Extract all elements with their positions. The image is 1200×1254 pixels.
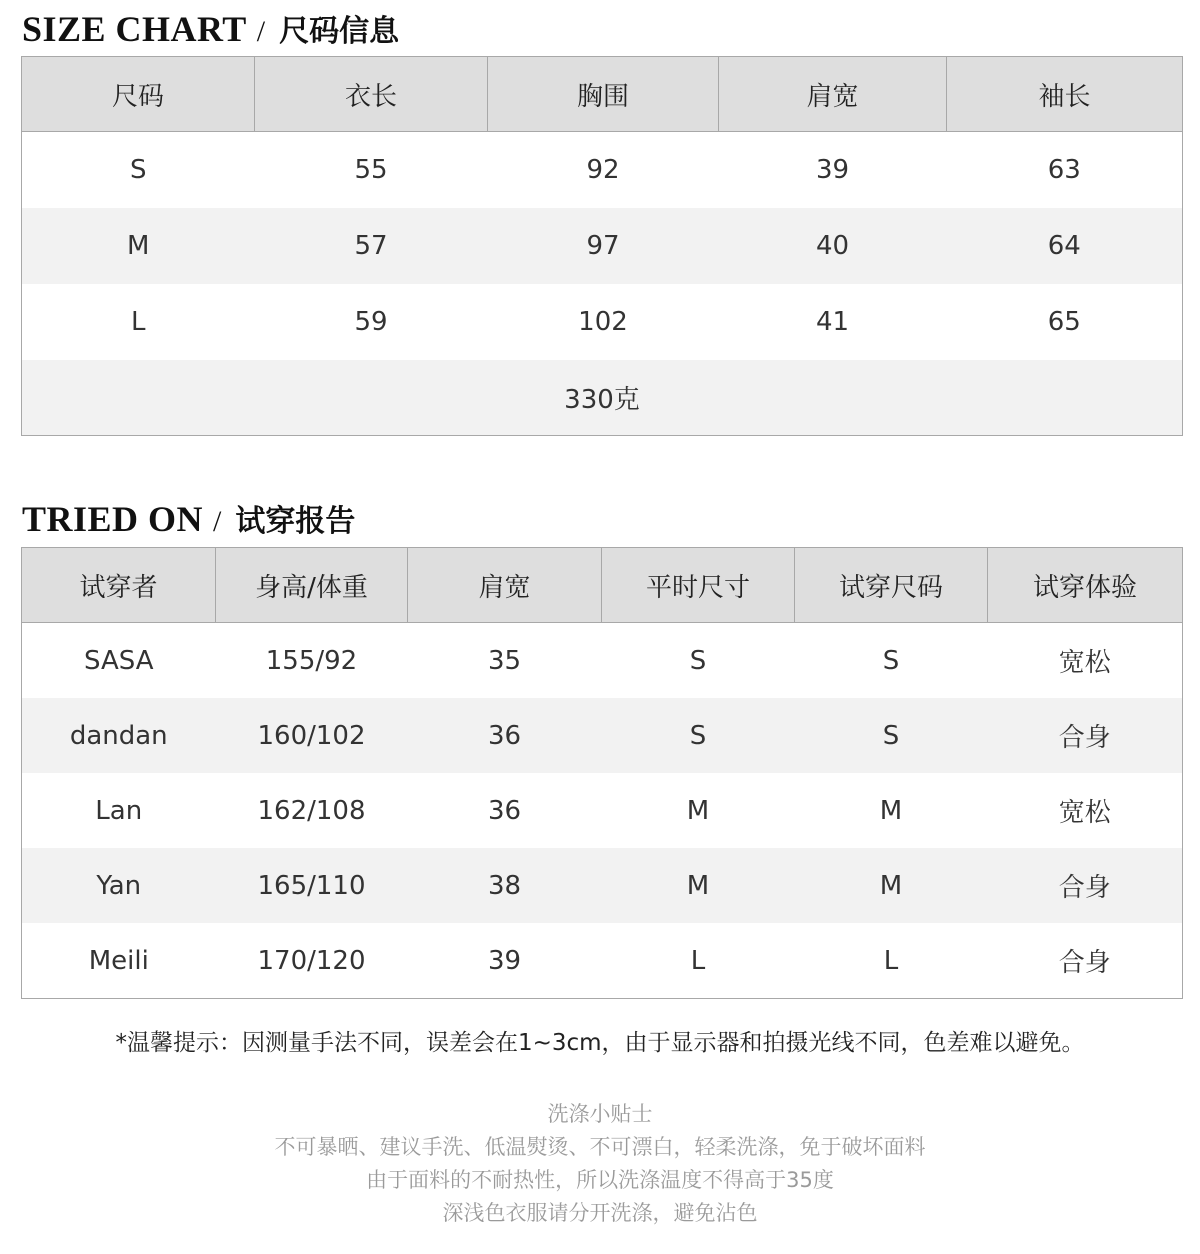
size-chart-table <box>21 56 1183 436</box>
tried-on-title-separator: / <box>213 505 222 538</box>
tried-size-cell: S <box>795 623 988 699</box>
measurement-tip: *温馨提示：因测量手法不同，误差会在1~3cm，由于显示器和拍摄光线不同，色差难以避免。 <box>115 1030 1085 1056</box>
bust-cell: 92 <box>488 132 719 209</box>
shoulder-cell: 35 <box>408 623 602 699</box>
height-weight-cell: 162/108 <box>216 773 408 848</box>
size-header-sleeve: 袖长 <box>947 57 1183 132</box>
shoulder-cell: 40 <box>719 208 947 284</box>
height-weight-cell: 170/120 <box>216 923 408 999</box>
bust-cell: 97 <box>488 208 719 284</box>
tried-size-cell: M <box>795 848 988 923</box>
tried-size-cell: L <box>795 923 988 999</box>
height-weight-cell: 165/110 <box>216 848 408 923</box>
length-cell: 59 <box>255 284 488 360</box>
washing-tip-line: 深浅色衣服请分开洗涤，避免沾色 <box>442 1201 758 1225</box>
tried-size-cell: M <box>795 773 988 848</box>
table-row <box>22 773 1183 848</box>
tried-on-title-en: TRIED ON <box>22 499 204 539</box>
tester-cell: dandan <box>22 698 216 773</box>
table-row <box>22 208 1183 284</box>
size-chart-title-separator: / <box>256 15 266 48</box>
washing-tips-title: 洗涤小贴士 <box>547 1102 653 1126</box>
tried-header-fit: 试穿体验 <box>988 548 1183 623</box>
usual-size-cell: M <box>602 848 795 923</box>
size-chart-title <box>22 6 399 50</box>
usual-size-cell: S <box>602 623 795 699</box>
usual-size-cell: M <box>602 773 795 848</box>
height-weight-cell: 160/102 <box>216 698 408 773</box>
tried-header-tester: 试穿者 <box>22 548 216 623</box>
length-cell: 55 <box>255 132 488 209</box>
sleeve-cell: 63 <box>947 132 1183 209</box>
shoulder-cell: 41 <box>719 284 947 360</box>
size-chart-title-zh: 尺码信息 <box>279 14 400 49</box>
size-header-shoulder: 肩宽 <box>719 57 947 132</box>
table-row <box>22 848 1183 923</box>
sleeve-cell: 64 <box>947 208 1183 284</box>
washing-tip-line: 由于面料的不耐热性，所以洗涤温度不得高于35度 <box>366 1168 834 1192</box>
tester-cell: Meili <box>22 923 216 999</box>
table-row <box>22 623 1183 699</box>
weight-row <box>22 360 1183 436</box>
size-chart-title-en: SIZE CHART <box>22 9 247 49</box>
tried-on-header-row <box>22 548 1183 623</box>
fit-cell: 合身 <box>988 698 1183 773</box>
fit-cell: 宽松 <box>988 773 1183 848</box>
length-cell: 57 <box>255 208 488 284</box>
size-cell: S <box>22 132 255 209</box>
size-header-size: 尺码 <box>22 57 255 132</box>
size-cell: M <box>22 208 255 284</box>
size-header-bust: 胸围 <box>488 57 719 132</box>
shoulder-cell: 36 <box>408 698 602 773</box>
washing-tip-line: 不可暴晒、建议手洗、低温熨烫、不可漂白，轻柔洗涤，免于破坏面料 <box>274 1135 926 1159</box>
tried-header-height-weight: 身高/体重 <box>216 548 408 623</box>
size-header-length: 衣长 <box>255 57 488 132</box>
washing-tips <box>0 1098 1200 1230</box>
tried-on-table <box>21 547 1183 999</box>
size-cell: L <box>22 284 255 360</box>
table-row <box>22 698 1183 773</box>
table-row <box>22 284 1183 360</box>
usual-size-cell: S <box>602 698 795 773</box>
tried-size-cell: S <box>795 698 988 773</box>
fit-cell: 宽松 <box>988 623 1183 699</box>
fit-cell: 合身 <box>988 923 1183 999</box>
fit-cell: 合身 <box>988 848 1183 923</box>
size-chart-header-row <box>22 57 1183 132</box>
usual-size-cell: L <box>602 923 795 999</box>
bust-cell: 102 <box>488 284 719 360</box>
table-row <box>22 132 1183 209</box>
shoulder-cell: 39 <box>719 132 947 209</box>
tried-header-shoulder: 肩宽 <box>408 548 602 623</box>
tried-on-title <box>22 496 355 540</box>
shoulder-cell: 36 <box>408 773 602 848</box>
weight-cell: 330克 <box>22 360 1183 436</box>
table-row <box>22 923 1183 999</box>
tester-cell: Lan <box>22 773 216 848</box>
height-weight-cell: 155/92 <box>216 623 408 699</box>
shoulder-cell: 39 <box>408 923 602 999</box>
tester-cell: Yan <box>22 848 216 923</box>
sleeve-cell: 65 <box>947 284 1183 360</box>
tried-on-title-zh: 试穿报告 <box>235 504 356 539</box>
shoulder-cell: 38 <box>408 848 602 923</box>
tester-cell: SASA <box>22 623 216 699</box>
tried-header-usual-size: 平时尺寸 <box>602 548 795 623</box>
tried-header-tried-size: 试穿尺码 <box>795 548 988 623</box>
